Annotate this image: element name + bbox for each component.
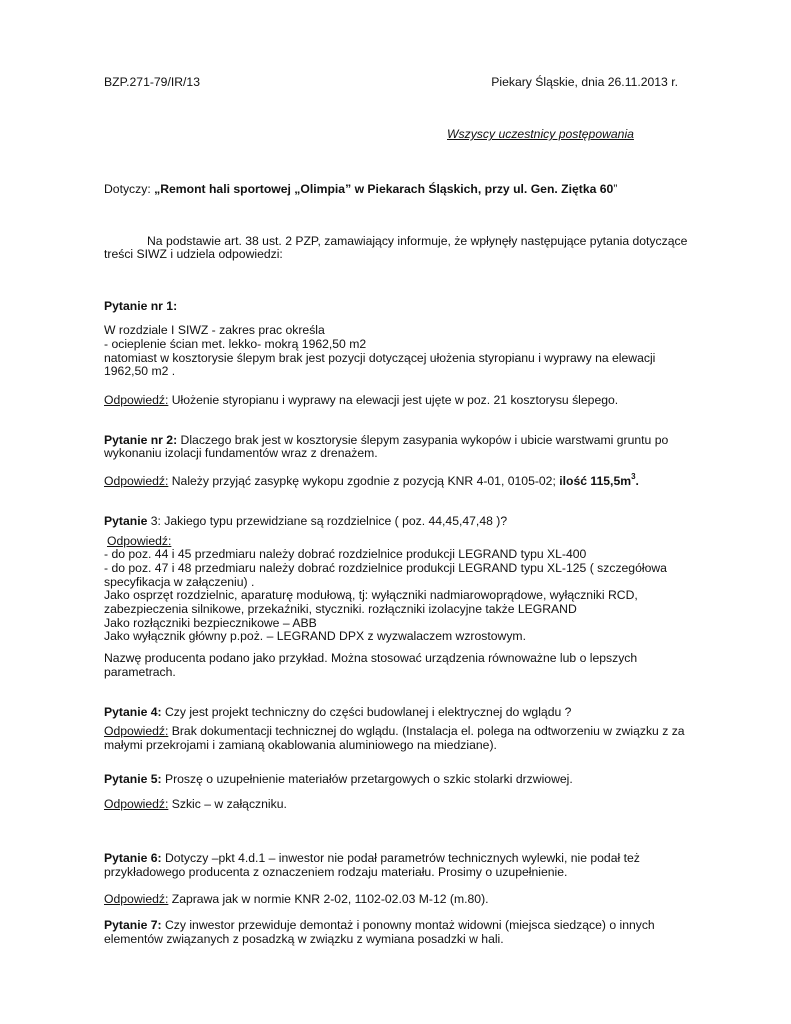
answer-1	[104, 393, 618, 408]
question-7: Pytanie 7: Czy inwestor przewiduje demontaż i ponowny montaż widowni (miejsca siedzące) o innych	[104, 918, 655, 932]
question-6-line-2: przykładowego producenta z oznaczeniem rodzaju materiału. Prosimy o uzupełnienie.	[104, 865, 568, 879]
answer-5: Odpowiedź: Szkic – w załączniku.	[104, 797, 287, 811]
answer-6: Odpowiedź: Zaprawa jak w normie KNR 2-02, 1102-02.03 M-12 (m.80).	[104, 892, 489, 906]
answer-3-label: Odpowiedź:	[107, 534, 172, 548]
subject-title: „Remont hali sportowej „Olimpia” w Piekarach Śląskich, przy ul. Gen. Ziętka 60	[154, 182, 614, 196]
question-heading: Pytanie 6:	[104, 851, 162, 865]
question-1-line: 1962,50 m2 .	[104, 364, 176, 378]
answer-label: Odpowiedź:	[104, 892, 169, 906]
answer-label: Odpowiedź:	[104, 797, 169, 811]
answer-3-line: specyfikacja w załączeniu) .	[104, 575, 255, 589]
answer-label: Odpowiedź:	[104, 474, 169, 488]
question-4: Pytanie 4: Czy jest projekt techniczny do części budowlanej i elektrycznej do wglądu ?	[104, 705, 572, 719]
question-2-line-2: wykonaniu izolacji fundamentów wraz z drenażem.	[104, 446, 378, 460]
answer-text: Ułożenie styropianu i wyprawy na elewacji jest ujęte w poz. 21 kosztorysu ślepego.	[168, 393, 619, 407]
question-heading: Pytanie 4:	[104, 705, 162, 719]
answer-3-line: - do poz. 47 i 48 przedmiaru należy dobrać rozdzielnice produkcji LEGRAND typu XL-125 ( szczegółowa	[104, 561, 667, 575]
answer-quantity: ilość $115,5m^3$.	[559, 472, 639, 488]
question-3: Pytanie 3: Jakiego typu przewidziane są rozdzielnice ( poz. 44,45,47,48 )?	[104, 514, 508, 528]
place-and-date: Piekary Śląskie, dnia 26.11.2013 r.	[491, 75, 678, 89]
answer-3-line: zabezpieczenia silnikowe, przekaźniki, styczniki. rozłączniki izolacyjne także LEGRAND	[104, 602, 577, 616]
answer-3-line: Jako rozłączniki bezpiecznikowe – ABB	[104, 616, 317, 630]
question-1-line: natomiast w kosztorysie ślepym brak jest pozycji dotyczącej ułożenia styropianu i wyprawy na elewacji	[104, 351, 656, 365]
question-1-heading: Pytanie nr 1:	[104, 299, 178, 313]
answer-label: Odpowiedź:	[104, 724, 169, 738]
answer-label: Odpowiedź:	[104, 393, 169, 407]
subject-prefix: Dotyczy:	[104, 182, 155, 196]
question-heading: Pytanie 7:	[104, 918, 162, 932]
addressee: Wszyscy uczestnicy postępowania	[447, 127, 634, 141]
answer-3-line: - do poz. 44 i 45 przedmiaru należy dobrać rozdzielnice produkcji LEGRAND typu XL-400	[104, 547, 587, 561]
question-2: Pytanie nr 2: Dlaczego brak jest w kosztorysie ślepym zasypania wykopów i ubicie warstwami gruntu po	[104, 433, 669, 447]
question-heading: Pytanie 5:	[104, 772, 162, 786]
intro-line-2: treści SIWZ i udziela odpowiedzi:	[104, 247, 283, 261]
question-7-line-2: elementów związanych z posadzką w związku z wymiana posadzki w hali.	[104, 932, 504, 946]
answer-4: Odpowiedź: Brak dokumentacji technicznej do wglądu. (Instalacja el. polega na odtworzeniu w związku z za	[104, 724, 685, 738]
question-heading: Pytanie	[104, 514, 148, 528]
question-5: Pytanie 5: Proszę o uzupełnienie materiałów przetargowych o szkic stolarki drzwiowej.	[104, 772, 573, 786]
answer-4-line-2: małymi przekrojami i zamianą okablowania aluminiowego na miedziane).	[104, 738, 497, 752]
question-1-line: W rozdziale I SIWZ - zakres prac określa	[104, 323, 325, 337]
answer-2: Odpowiedź: Należy przyjąć zasypkę wykopu zgodnie z pozycją KNR 4-01, 0105-02; ilość $115,5m^3$.	[104, 472, 639, 488]
subject-suffix: ”	[613, 182, 618, 196]
intro-line-1: Na podstawie art. 38 ust. 2 PZP, zamawiający informuje, że wpłynęły następujące pytania dotyczące	[147, 234, 688, 248]
subject-line	[104, 182, 617, 197]
question-6: Pytanie 6: Dotyczy –pkt 4.d.1 – inwestor nie podał parametrów technicznych wylewki, nie podał też	[104, 851, 640, 865]
question-1-line: - ocieplenie ścian met. lekko- mokrą 1962,50 m2	[104, 337, 367, 351]
question-heading: Pytanie nr 2:	[104, 433, 178, 447]
answer-3-note: parametrach.	[104, 665, 176, 679]
answer-3-line: Jako wyłącznik główny p.poż. – LEGRAND DPX z wyzwalaczem wzrostowym.	[104, 629, 526, 643]
answer-3-line: Jako osprzęt rozdzielnic, aparaturę modułową, tj: wyłączniki nadmiarowoprądowe, wyłączniki RCD,	[104, 588, 638, 602]
reference-number: BZP.271-79/IR/13	[104, 75, 200, 89]
answer-3-note: Nazwę producenta podano jako przykład. Można stosować urządzenia równoważne lub o lepszych	[104, 651, 638, 665]
